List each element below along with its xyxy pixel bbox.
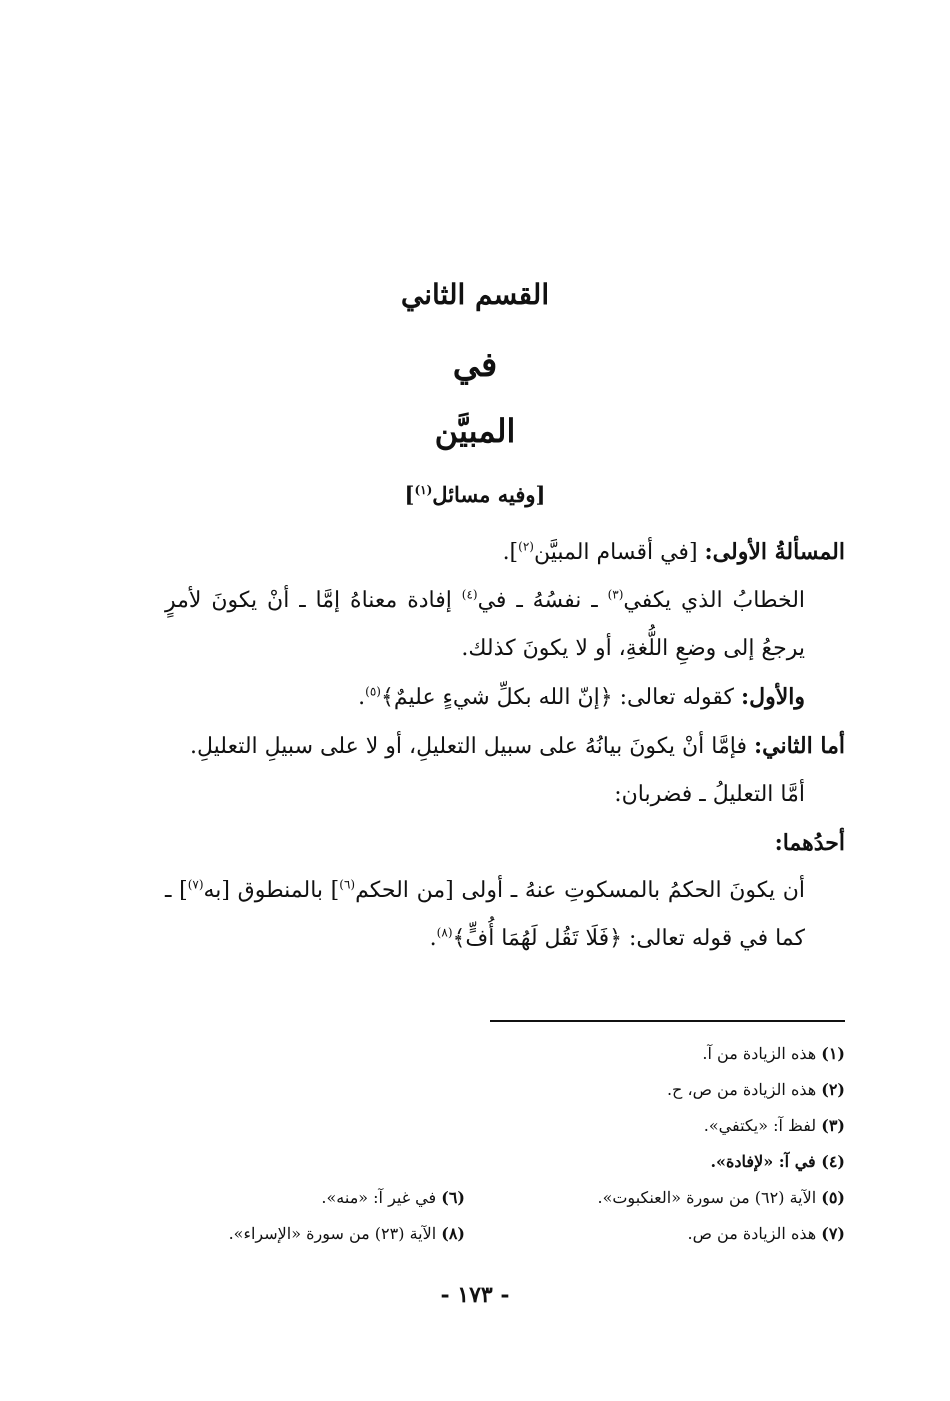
footnote-7 — [465, 1216, 845, 1252]
footnote-text: هذه الزيادة من ص. — [687, 1224, 822, 1243]
paragraph-second — [165, 722, 845, 771]
footnote-text: لفظ آ: «يكتفي». — [703, 1116, 822, 1135]
footnote-row — [165, 1216, 845, 1252]
footnotes — [165, 1036, 845, 1252]
footnote-number: (٣) — [821, 1116, 845, 1135]
footnote-3 — [704, 1108, 845, 1144]
footnote-text: في آ: «لإفادة». — [710, 1152, 822, 1171]
footnote-5 — [465, 1180, 845, 1216]
footnote-divider — [490, 1020, 845, 1022]
footnote-ref: (٢) — [518, 539, 534, 554]
footnote-2 — [667, 1072, 845, 1108]
ruling-part-c: ] ـ كما في قوله تعالى: ﴿فَلَا تَقُل لَهُمَا أُفٍّ﴾ — [165, 878, 805, 951]
footnote-row — [165, 1108, 845, 1144]
footnote-6 — [165, 1180, 465, 1216]
footnote-number: (٨) — [441, 1224, 465, 1243]
footnote-number: (١) — [821, 1044, 845, 1063]
second-label: أما الثاني: — [754, 733, 845, 759]
footnote-row — [165, 1180, 845, 1216]
paragraph-ruling — [165, 867, 845, 963]
footnote-ref: (١) — [414, 483, 433, 497]
page-number: - ١٧٣ - — [440, 1282, 510, 1308]
footnote-ref: (٤) — [461, 587, 478, 602]
footnote-text: الآية (٢٣) من سورة «الإسراء». — [228, 1224, 442, 1243]
footnote-ref: (٨) — [436, 925, 453, 940]
footnote-text: هذه الزيادة من ص، ح. — [666, 1080, 822, 1099]
footnote-ref: (٥) — [365, 684, 381, 699]
paragraph-one-of-them: أحدُهما: — [774, 830, 845, 856]
issues-note — [0, 482, 950, 507]
footnote-row — [165, 1072, 845, 1108]
part-title: القسم الثاني — [400, 278, 550, 311]
footnote-row — [165, 1036, 845, 1072]
subject-title: المبيَّن — [434, 412, 516, 450]
footnote-8 — [165, 1216, 465, 1252]
issues-text: [وفيه مسائل — [432, 482, 546, 507]
ruling-end: . — [429, 926, 437, 951]
ruling-part-a: أن يكونَ الحكمُ بالمسكوتِ عنهُ ـ أولى [من الحكم — [355, 878, 805, 903]
footnote-number: (٤) — [821, 1152, 845, 1171]
ruling-part-b: ] بالمنطوق [به — [203, 878, 340, 903]
question-one-close: ]. — [502, 540, 519, 565]
footnote-number: (٥) — [821, 1188, 845, 1207]
footnote-ref: (٦) — [339, 877, 356, 892]
footnote-ref: (٣) — [607, 587, 624, 602]
second-text: فإمَّا أنْ يكونَ بيانُهُ على سبيل التعليلِ، أو لا على سبيلِ التعليلِ. — [190, 734, 754, 759]
footnote-number: (٧) — [821, 1224, 845, 1243]
paragraph-first — [165, 673, 845, 722]
footnote-row — [165, 1144, 845, 1180]
issues-close: ] — [404, 482, 415, 507]
footnote-text: هذه الزيادة من آ. — [702, 1044, 822, 1063]
footnote-text: الآية (٦٢) من سورة «العنكبوت». — [597, 1188, 822, 1207]
fi-title: في — [452, 345, 498, 385]
footnote-number: (٢) — [821, 1080, 845, 1099]
footnote-1 — [702, 1036, 845, 1072]
question-one-text: [في أقسام المبيَّن — [533, 540, 705, 565]
first-text: كقوله تعالى: ﴿إنّ الله بكلِّ شيءٍ عليمٌ﴾ — [380, 685, 741, 710]
main-text — [165, 528, 845, 963]
paragraph-discourse — [165, 577, 845, 673]
discourse-part-c: إفادة معناهُ إمَّا ـ أنْ يكونَ لأمرٍ يرجعُ إلى وضعِ اللُّغةِ، أو لا يكونَ كذلك. — [165, 588, 805, 661]
discourse-part-b: ـ نفسُهُ ـ في — [477, 588, 608, 613]
question-one-label: المسألةُ الأولى: — [704, 539, 845, 565]
footnote-4 — [710, 1144, 845, 1180]
footnote-number: (٦) — [441, 1188, 465, 1207]
discourse-part-a: الخطابُ الذي يكفي — [623, 588, 806, 613]
first-end: . — [358, 685, 366, 710]
footnote-text: في غير آ: «منه». — [321, 1188, 442, 1207]
question-one — [165, 528, 845, 577]
first-label: والأول: — [740, 684, 805, 710]
paragraph-reasoning: أمَّا التعليلُ ـ فضربان: — [614, 782, 805, 807]
footnote-ref: (٧) — [187, 877, 204, 892]
